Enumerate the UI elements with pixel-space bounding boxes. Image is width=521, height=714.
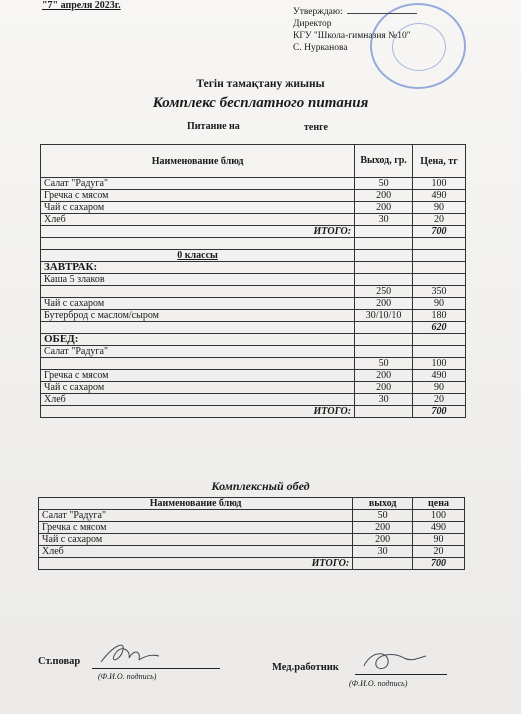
col-header-price: Цена, тг [413,145,466,178]
table-row: 50 100 [41,358,466,370]
table-row: Гречка с мясом 200 490 [41,370,466,382]
price-suffix: тенге [304,122,328,133]
medic-label: Мед.работник [272,662,339,673]
title-kz: Тегін тамақтану жиыны [196,78,325,90]
school-name: КГУ "Школа-гимназия №10" [293,31,411,41]
table-row: Чай с сахаром 200 90 [41,202,466,214]
total-row: 620 [41,322,466,334]
director-title: Директор [293,19,332,29]
title-ru: Комплекс бесплатного питания [152,95,369,111]
col-header-name: Наименование блюд [41,145,355,178]
col-header-price: цена [413,498,465,510]
director-name: С. Нурканова [293,43,348,53]
table-row: Чай с сахаром 200 90 [39,534,465,546]
table-row: Каша 5 злаков [41,274,466,286]
table-row: Салат "Радуга" [41,346,466,358]
section-title: 0 классы [41,250,355,262]
table-row: Хлеб 30 20 [41,394,466,406]
document-date: "7" апреля 2023г. [42,0,121,11]
price-prefix: Питание на [187,121,240,132]
col-header-name: Наименование блюд [39,498,353,510]
table-row: Чай с сахаром 200 90 [41,298,466,310]
complex-table [38,497,465,570]
table-row: Гречка с мясом 200 490 [39,522,465,534]
breakfast-label: ЗАВТРАК: [41,262,355,274]
table-row: Чай с сахаром 200 90 [41,382,466,394]
table-row: Бутерброд с маслом/сыром 30/10/10 180 [41,310,466,322]
menu-table [40,144,466,418]
cook-signature-line [92,668,220,669]
col-header-output: Выход, гр. [355,145,413,178]
medic-signature-hint: (Ф.И.О. подпись) [349,679,408,688]
table-row: 250 350 [41,286,466,298]
total-row: ИТОГО: 700 [41,226,466,238]
table-row: Хлеб 30 20 [41,214,466,226]
total-row: ИТОГО: 700 [39,558,465,570]
complex-title: Комплексный обед [211,479,310,493]
cook-signature-hint: (Ф.И.О. подпись) [98,672,157,681]
table-row: Гречка с мясом 200 490 [41,190,466,202]
cook-label: Ст.повар [38,656,81,667]
cook-signature [95,636,165,668]
col-header-output: выход [353,498,413,510]
table-row: Хлеб 30 20 [39,546,465,558]
lunch-label: ОБЕД: [41,334,355,346]
medic-signature [360,644,430,676]
table-row: Салат "Радуга" 50 100 [41,178,466,190]
total-row: ИТОГО: 700 [41,406,466,418]
table-row: Салат "Радуга" 50 100 [39,510,465,522]
approval-block [293,6,417,54]
section-row [41,250,466,262]
approve-label: Утверждаю: [293,7,343,17]
